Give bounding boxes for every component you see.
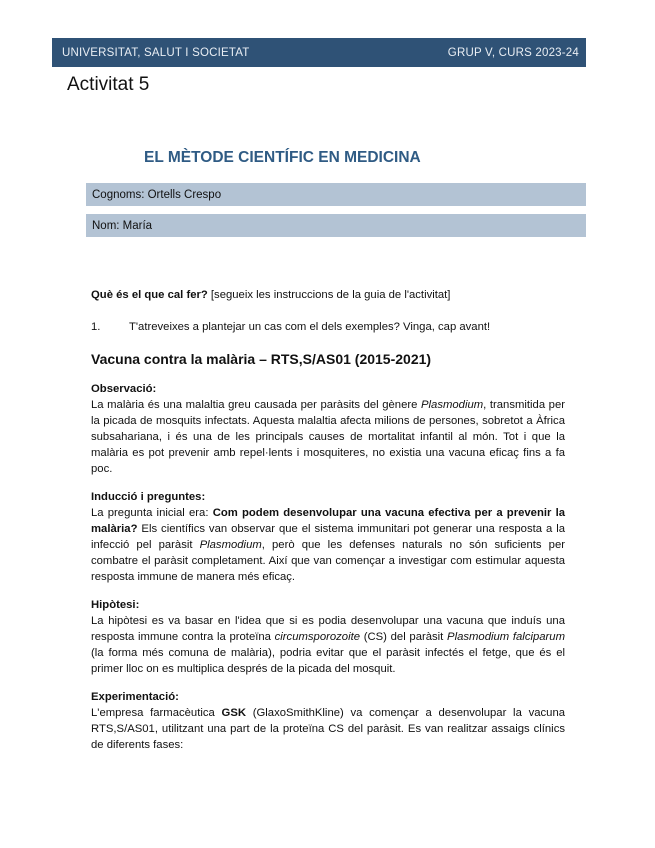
header-left-text: UNIVERSITAT, SALUT I SOCIETAT — [62, 46, 250, 59]
document-title: EL MÈTODE CIENTÍFIC EN MEDICINA — [144, 149, 421, 166]
section-hipotesi — [91, 597, 565, 677]
text-run: , però que les defenses naturals no són suficients per combatre el paràsit completament. Així que van començar a investigar com estimular aquesta resposta immune de manera més eficaç. — [91, 539, 565, 583]
text-run: (la forma més comuna de malària), podria evitar que el paràsit infectés el fetge, que és el primer lloc on es multiplica després de la picada del mosquit. — [91, 647, 565, 675]
section-experimentacio — [91, 689, 565, 753]
instruction-question: Què és el que cal fer? — [91, 289, 208, 301]
header-right-text: GRUP V, CURS 2023-24 — [447, 46, 579, 59]
activity-heading: Activitat 5 — [67, 74, 150, 95]
surname-field — [86, 183, 586, 206]
bold-text-run: Com podem desenvolupar una vacuna efectiva per a prevenir la malària? — [91, 507, 566, 535]
case-title: Vacuna contra la malària – RTS,S/AS01 (2015-2021) — [91, 351, 432, 367]
section-paragraph — [91, 505, 565, 585]
name-field — [86, 214, 586, 237]
text-run: La pregunta inicial era: — [91, 507, 213, 519]
text-run: La malària és una malaltia greu causada per paràsits del gènere — [91, 399, 421, 411]
text-run: Els científics van observar que el sistema immunitari pot generar una resposta a la infecció pel paràsit — [91, 523, 565, 551]
section-induccio — [91, 489, 565, 585]
section-heading: Hipòtesi: — [91, 599, 140, 611]
list-item — [91, 319, 565, 335]
text-run: L'empresa farmacèutica — [91, 707, 222, 719]
italic-text-run: circumsporozoite — [274, 631, 361, 643]
section-paragraph — [91, 613, 565, 677]
text-run: (GlaxoSmithKline) va començar a desenvolupar la vacuna RTS,S/AS01, utilitzant una part de la proteïna CS del paràsit. Es van realitzar assaigs clínics de diferents fases: — [91, 707, 566, 751]
surname-field-text: Cognoms: Ortells Crespo — [92, 188, 222, 201]
section-paragraph — [91, 705, 565, 753]
text-run: La hipòtesi es va basar en l'idea que si es podia desenvolupar una vacuna que induís una resposta immune contra la proteïna — [91, 615, 565, 643]
instruction-note: [segueix les instruccions de la guia de l'activitat] — [207, 289, 451, 301]
italic-text-run: Plasmodium falciparum — [447, 631, 565, 643]
italic-text-run: Plasmodium — [421, 399, 484, 411]
list-item-text: T'atreveixes a plantejar un cas com el dels exemples? Vinga, cap avant! — [129, 321, 491, 333]
section-observacio — [91, 381, 565, 477]
section-heading: Experimentació: — [91, 691, 179, 703]
text-run: (CS) del paràsit — [360, 631, 448, 643]
section-heading: Inducció i preguntes: — [91, 491, 206, 503]
text-run: , transmitida per la picada de mosquits infectats. Aquesta malaltia afecta milions de persones, sobretot a Àfrica subsahariana, i és una de les principals causes de mortalitat infantil al món. Tot i que la malària es pot prevenir amb repel·lents i mosquiteres, no existia una vacuna eficaç fins a fa poc. — [91, 399, 566, 475]
instruction-line — [91, 287, 565, 303]
name-field-text: Nom: María — [92, 219, 153, 232]
document-header-bar — [52, 38, 586, 67]
italic-text-run: Plasmodium — [199, 539, 262, 551]
document-body — [91, 287, 565, 765]
section-paragraph — [91, 397, 565, 477]
list-item-number: 1. — [91, 321, 101, 333]
bold-text-run: GSK — [221, 707, 247, 719]
section-heading: Observació: — [91, 383, 157, 395]
